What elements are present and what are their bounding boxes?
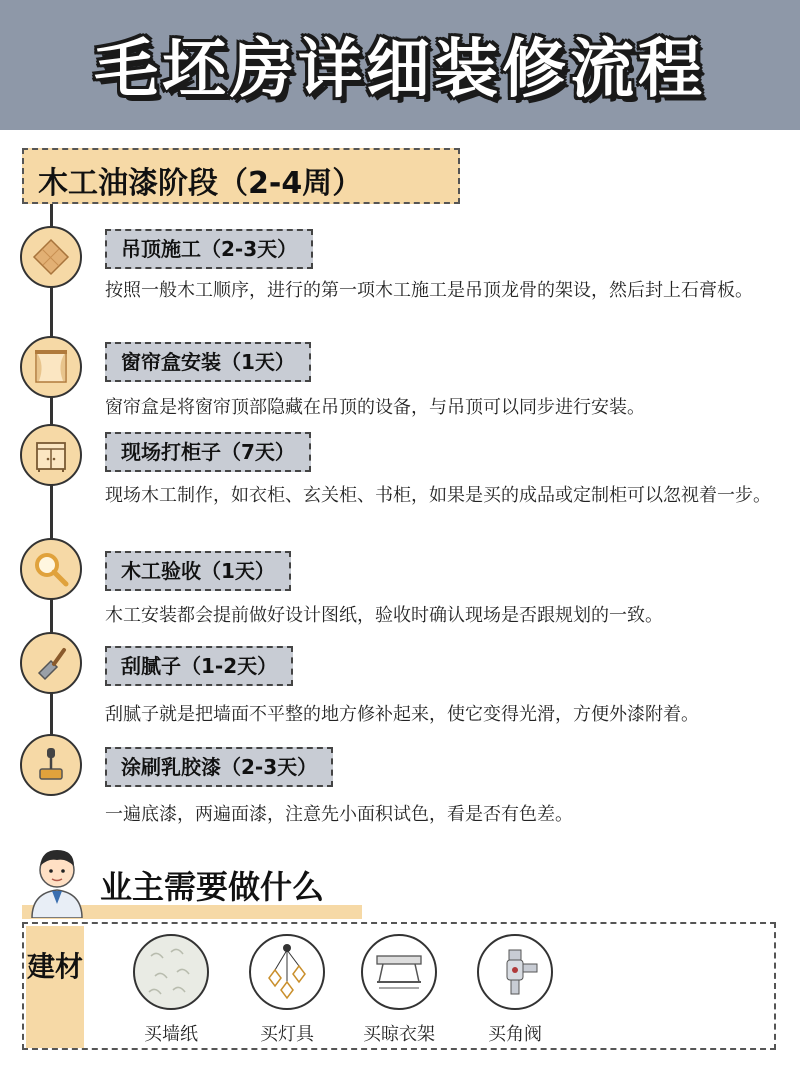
step-label-curtain-box: 窗帘盒安装（1天）: [105, 342, 311, 382]
step-label-ceiling: 吊顶施工（2-3天）: [105, 229, 313, 269]
page-title: 毛坯房详细装修流程: [94, 33, 706, 107]
material-item-lamp: [232, 934, 342, 1046]
step-desc-inspection: 木工安装都会提前做好设计图纸，验收时确认现场是否跟规划的一致。: [105, 605, 663, 626]
stage-banner: [22, 148, 460, 204]
header-banner: [0, 0, 800, 130]
material-label-wallpaper: 买墙纸: [144, 1024, 198, 1045]
timeline-line: [50, 204, 53, 794]
material-label-lamp: 买灯具: [260, 1024, 314, 1045]
angle-valve-icon: [477, 934, 553, 1010]
pendant-lamp-icon: [249, 934, 325, 1010]
step-label-inspection: 木工验收（1天）: [105, 551, 291, 591]
step-desc-latex-paint: 一遍底漆，两遍面漆，注意先小面积试色，看是否有色差。: [105, 804, 573, 825]
trowel-icon: [20, 632, 82, 694]
stage-title: 木工油漆阶段（2-4周）: [38, 166, 363, 201]
step-desc-curtain-box: 窗帘盒是将窗帘顶部隐藏在吊顶的设备，与吊顶可以同步进行安装。: [105, 397, 645, 418]
curtain-icon: [20, 336, 82, 398]
material-item-angle-valve: [460, 934, 570, 1046]
materials-category-tag: [26, 926, 84, 1048]
step-label-latex-paint: 涂刷乳胶漆（2-3天）: [105, 747, 333, 787]
magnifier-icon: [20, 538, 82, 600]
paint-roller-icon: [20, 734, 82, 796]
step-label-cabinet: 现场打柜子（7天）: [105, 432, 311, 472]
ceiling-board-icon: [20, 226, 82, 288]
materials-box: [22, 922, 776, 1050]
material-label-angle-valve: 买角阀: [488, 1024, 542, 1045]
materials-category-label: 建材: [26, 950, 83, 983]
step-label-putty: 刮腻子（1-2天）: [105, 646, 293, 686]
material-item-clothes-rack: [344, 934, 454, 1046]
owner-section-title: 业主需要做什么: [100, 868, 325, 906]
clothes-rack-icon: [361, 934, 437, 1010]
wallpaper-icon: [133, 934, 209, 1010]
step-desc-cabinet: 现场木工制作，如衣柜、玄关柜、书柜，如果是买的成品或定制柜可以忽视着一步。: [105, 485, 771, 506]
material-item-wallpaper: [116, 934, 226, 1046]
worker-avatar-icon: [22, 838, 92, 918]
cabinet-icon: [20, 424, 82, 486]
material-label-clothes-rack: 买晾衣架: [363, 1024, 435, 1045]
step-desc-putty: 刮腻子就是把墙面不平整的地方修补起来，使它变得光滑，方便外漆附着。: [105, 704, 699, 725]
step-desc-ceiling: 按照一般木工顺序，进行的第一项木工施工是吊顶龙骨的架设，然后封上石膏板。: [105, 280, 753, 301]
